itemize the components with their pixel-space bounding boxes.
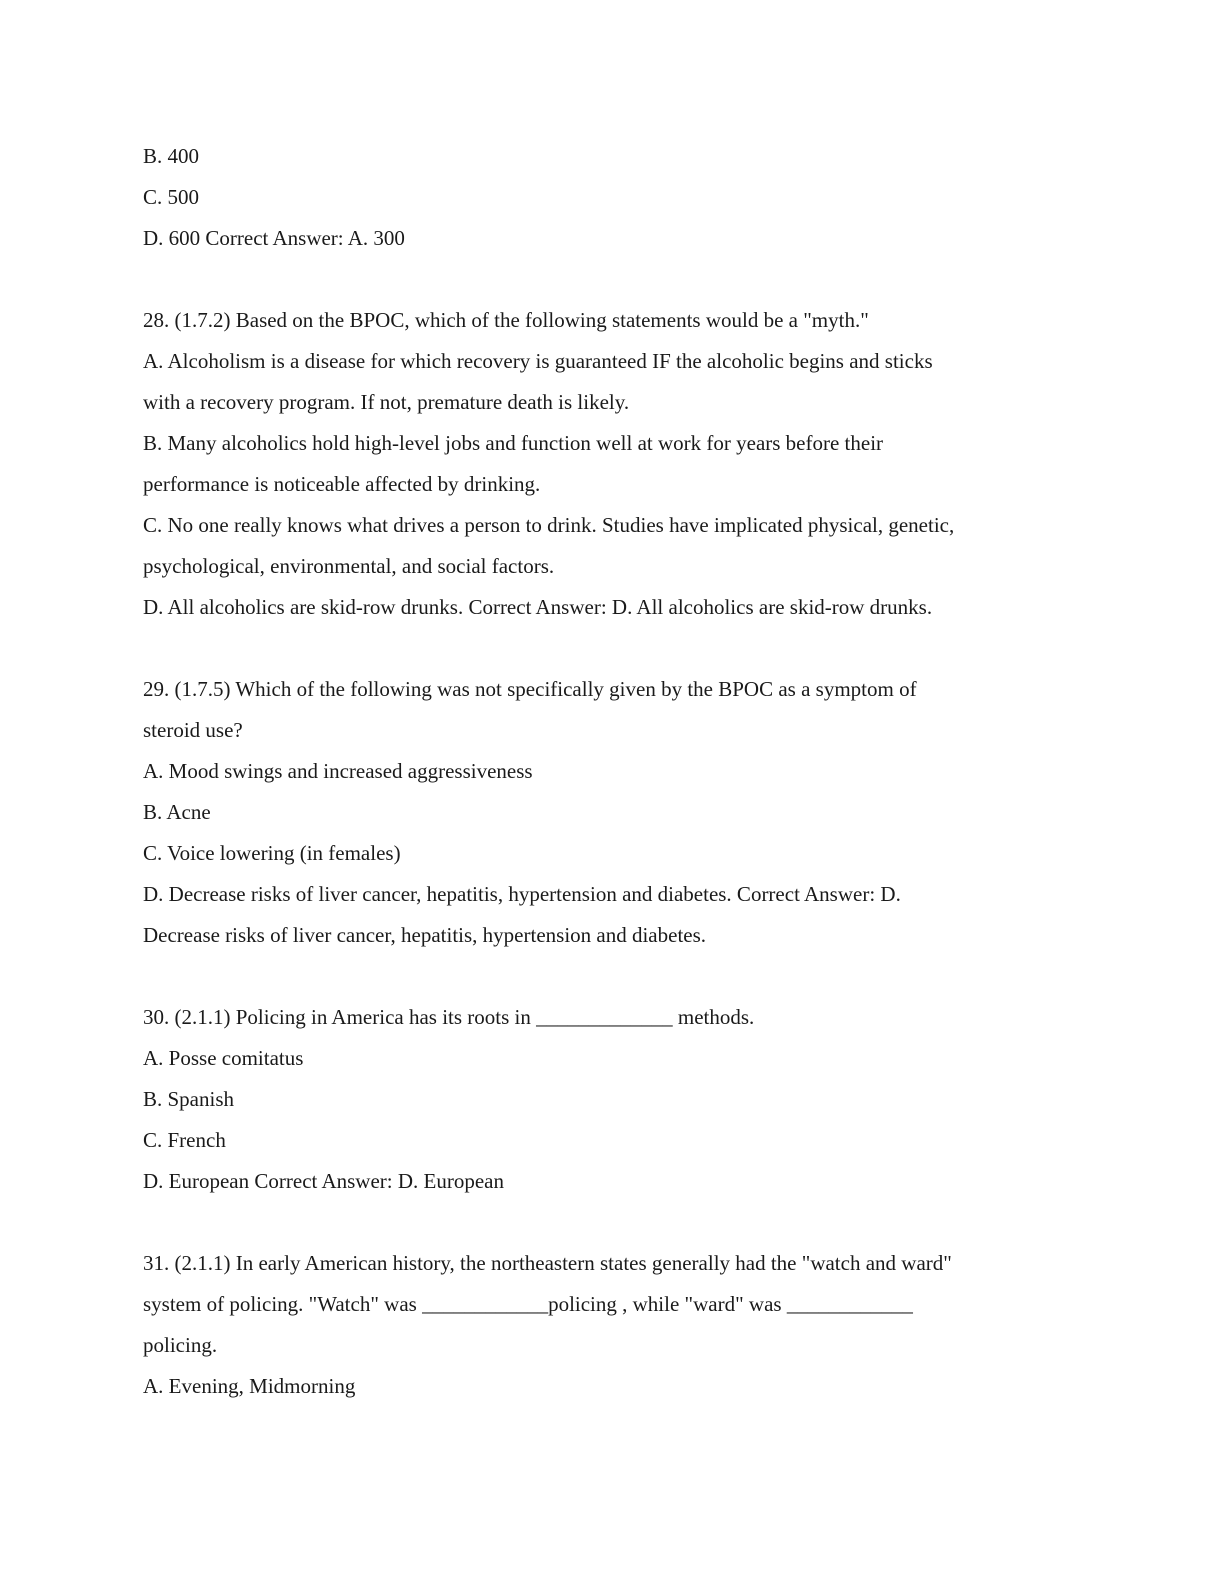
text-line: A. Evening, Midmorning xyxy=(143,1374,356,1398)
paragraph-gap xyxy=(143,259,1083,300)
question-line: 30. (2.1.1) Policing in America has its roots in _____________ methods. xyxy=(143,1005,755,1029)
paragraph-gap xyxy=(143,1202,1083,1243)
text-line: D. European Correct Answer: D. European xyxy=(143,1169,504,1193)
text-line: system of policing. "Watch" was ____________policing , while "ward" was ____________ xyxy=(143,1292,913,1316)
question-27-tail xyxy=(143,136,1083,259)
text-line: D. Decrease risks of liver cancer, hepatitis, hypertension and diabetes. Correct Answer: D. xyxy=(143,882,901,906)
text-line: with a recovery program. If not, premature death is likely. xyxy=(143,390,630,414)
text-line: A. Mood swings and increased aggressiveness xyxy=(143,759,533,783)
text-line: B. 400 xyxy=(143,144,200,168)
question-30 xyxy=(143,997,1083,1202)
document-page xyxy=(143,136,1083,1407)
question-31 xyxy=(143,1243,1083,1407)
text-line: C. 500 xyxy=(143,185,200,209)
question-line: 31. (2.1.1) In early American history, the northeastern states generally had the "watch and ward" xyxy=(143,1251,952,1275)
text-line: steroid use? xyxy=(143,718,243,742)
text-line: performance is noticeable affected by drinking. xyxy=(143,472,541,496)
question-29 xyxy=(143,669,1083,956)
text-line: psychological, environmental, and social factors. xyxy=(143,554,555,578)
text-line: A. Alcoholism is a disease for which recovery is guaranteed IF the alcoholic begins and sticks xyxy=(143,349,933,373)
text-line: A. Posse comitatus xyxy=(143,1046,304,1070)
text-line: B. Acne xyxy=(143,800,211,824)
question-28 xyxy=(143,300,1083,628)
text-line: D. 600 Correct Answer: A. 300 xyxy=(143,226,405,250)
paragraph-gap xyxy=(143,628,1083,669)
text-line: B. Spanish xyxy=(143,1087,235,1111)
paragraph-gap xyxy=(143,956,1083,997)
text-line: C. French xyxy=(143,1128,226,1152)
text-line: policing. xyxy=(143,1333,218,1357)
question-line: 28. (1.7.2) Based on the BPOC, which of the following statements would be a "myth." xyxy=(143,308,869,332)
text-line: D. All alcoholics are skid-row drunks. Correct Answer: D. All alcoholics are skid-row drunks. xyxy=(143,595,933,619)
text-line: Decrease risks of liver cancer, hepatitis, hypertension and diabetes. xyxy=(143,923,707,947)
text-line: C. Voice lowering (in females) xyxy=(143,841,401,865)
text-line: B. Many alcoholics hold high-level jobs and function well at work for years before their xyxy=(143,431,884,455)
question-line: 29. (1.7.5) Which of the following was not specifically given by the BPOC as a symptom of xyxy=(143,677,917,701)
text-line: C. No one really knows what drives a person to drink. Studies have implicated physical, genetic, xyxy=(143,513,955,537)
